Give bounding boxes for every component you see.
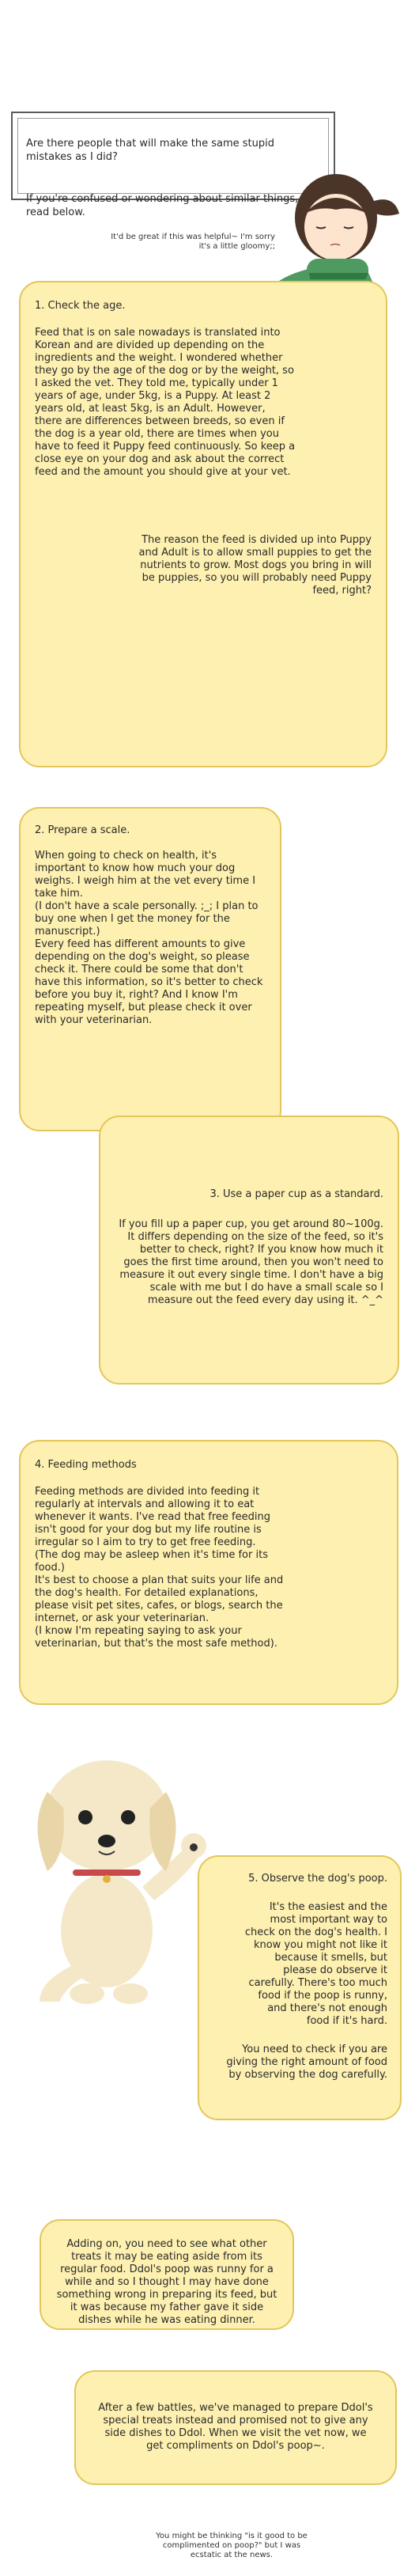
section-6-other-treats <box>40 2219 294 2330</box>
section-4-paren: (The dog may be asleep when it's time for its food.) <box>35 1549 268 1574</box>
section-4-paren2: (I know I'm repeating saying to ask your veterinarian, but that's the most safe method). <box>35 1625 277 1650</box>
section-7-body: After a few battles, we've managed to prepare Ddol's special treats instead and promised not to give any side dishes to Ddol. When we visit the vet now, we get compliments on Ddol's poop~. <box>98 2402 373 2452</box>
section-5-heading: 5. Observe the dog's poop. <box>248 1873 387 1885</box>
section-4-body: Feeding methods are divided into feeding it regularly at intervals and allowing it to eat whenever it wants. I've read that free feeding isn't good for your dog but my life routine is irregular so I aim to try to get free feeding. <box>35 1486 270 1548</box>
intro-line2: If you're confused or wondering about similar things, read below. <box>26 193 299 218</box>
section-2-body: When going to check on health, it's important to know how much your dog weighs. I weigh him at the vet every time I take him. <box>35 850 256 900</box>
section-4-feeding-methods <box>19 1440 398 1705</box>
intro-line1: Are there people that will make the same stupid mistakes as I did? <box>26 138 274 163</box>
section-7-compliments <box>74 2370 397 2485</box>
section-2-prepare-scale <box>19 807 281 1131</box>
section-1-aside: The reason the feed is divided up into Puppy and Adult is to allow small puppies to get the nutrients to grow. Most dogs you bring in will be puppies, so you will probably need Puppy feed, right? <box>138 534 372 597</box>
puppy-dog-illustration <box>24 1729 213 2010</box>
footer-note: You might be thinking "is it good to be complimented on poop?" but I was ecstatic at the news. <box>156 2532 308 2559</box>
section-5-observe-poop <box>198 1855 402 2120</box>
section-3-body: If you fill up a paper cup, you get around 80~100g. It differs depending on the size of the feed, so it's better to check, right? If you know how much it goes the first time around, then you won't need to measure it out every single time. I don't have a big scale with me but I do have a small scale so I measure out the feed every day using it. ^_^ <box>119 1218 383 1306</box>
section-3-heading: 3. Use a paper cup as a standard. <box>210 1188 383 1200</box>
section-1-heading: 1. Check the age. <box>35 300 126 312</box>
section-2-paren: (I don't have a scale personally. ;_; I plan to buy one when I get the money for the manuscript.) <box>35 900 259 938</box>
section-6-body: Adding on, you need to see what other treats it may be eating aside from its regular food. Ddol's poop was runny for a while and so I thought I may have done something wrong in preparing its feed, but it was because my father gave it side dishes while he was eating dinner. <box>56 2238 277 2326</box>
intro-note: It'd be great if this was helpful~ I'm sorry it's a little gloomy;; <box>111 233 275 251</box>
section-5-body2: You need to check if you are giving the right amount of food by observing the dog carefully. <box>226 2044 387 2081</box>
section-1-check-age <box>19 281 387 767</box>
section-2-body2: Every feed has different amounts to give depending on the dog's weight, so please check it. There could be some that don't have this information, so it's better to check before you buy it, right? And I know I'm repeating myself, but please check it over with your veterinarian. <box>35 938 263 1026</box>
section-5-body: It's the easiest and the most important way to check on the dog's health. I know you might not like it because it smells, but please do observe it carefully. There's too much food if the poop is runny, and there's not enough food if it's hard. <box>244 1901 387 2027</box>
section-4-heading: 4. Feeding methods <box>35 1459 137 1471</box>
section-1-body: Feed that is on sale nowadays is translated into Korean and are divided up depending on the ingredients and the weight. I wondered whether they go by the age of the dog or by the weight, so I asked the vet. They told me, typically under 1 years of age, under 5kg, is a Puppy. At least 2 years old, at least 5kg, is an Adult. However, there are differences between breeds, so even if the dog is a year old, there are times when you have to feed it Puppy feed continuously. So keep a close eye on your dog and ask about the correct feed and the amount you should give at your vet. <box>35 327 296 478</box>
section-2-heading: 2. Prepare a scale. <box>35 824 130 836</box>
section-3-paper-cup <box>99 1116 399 1385</box>
section-4-body2: It's best to choose a plan that suits your life and the dog's health. For detailed explanations, please visit pet sites, cafes, or blogs, search the internet, or ask your veterinarian. <box>35 1574 284 1624</box>
